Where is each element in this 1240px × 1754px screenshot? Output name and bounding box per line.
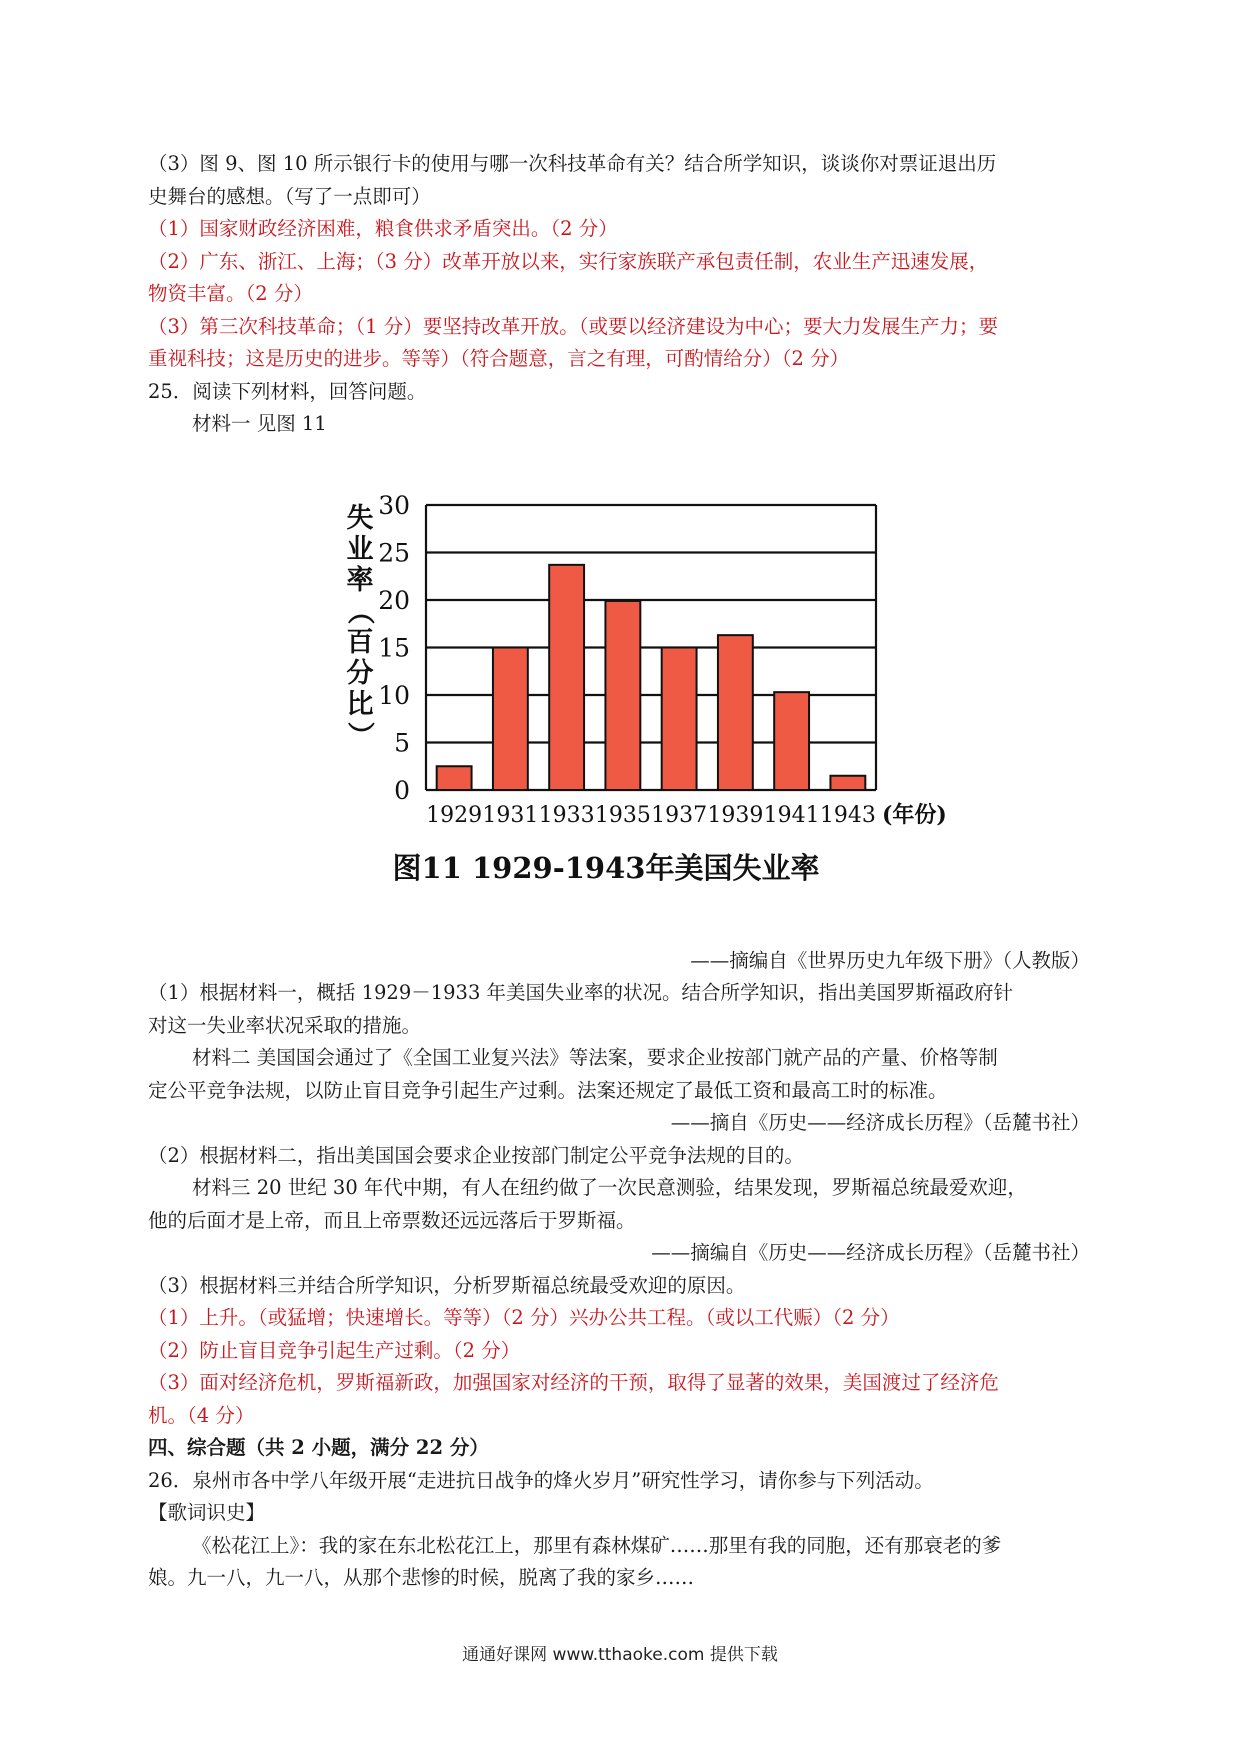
x-tick-label: 1937 (651, 802, 708, 828)
y-label-char: ） (344, 721, 375, 748)
page-content (148, 148, 1098, 1595)
sub-question-2: （2）根据材料二，指出美国国会要求企业按部门制定公平竞争法规的目的。 (148, 1143, 804, 1167)
material-3-line-2: 他的后面才是上帝，而且上帝票数还远远落后于罗斯福。 (148, 1208, 636, 1232)
y-tick-label: 10 (378, 680, 410, 710)
sub-question-1-line-2: 对这一失业率状况采取的措施。 (148, 1013, 422, 1037)
unemployment-bar-chart (248, 445, 948, 945)
lyrics-subheading: 【歌词识史】 (148, 1501, 266, 1524)
bar-1939 (718, 635, 753, 790)
source-3: ——摘编自《历史——经济成长历程》（岳麓书社） (651, 1241, 1090, 1264)
y-tick-label: 20 (378, 585, 410, 615)
y-tick-label: 25 (378, 538, 410, 567)
y-label-char: 失 (346, 502, 374, 534)
lyric-line-2: 娘。九一八，九一八，从那个悲惨的时候，脱离了我的家乡…… (148, 1566, 695, 1589)
y-tick-label: 30 (378, 490, 410, 520)
y-label-char: 率 (346, 564, 374, 596)
x-tick-label: 1941 (763, 802, 820, 828)
lyric-line-1: 《松花江上》：我的家在东北松花江上，那里有森林煤矿……那里有我的同胞，还有那衰老的爹 (192, 1533, 1002, 1557)
material-2-line-2: 定公平竞争法规，以防止盲目竞争引起生产过剩。法案还规定了最低工资和最高工时的标准。 (148, 1078, 948, 1102)
x-tick-label: 1929 (426, 802, 483, 828)
x-tick-label: 1935 (594, 802, 651, 828)
material-2-line-1: 材料二 美国国会通过了《全国工业复兴法》等法案，要求企业按部门就产品的产量、价格等制 (192, 1046, 998, 1069)
section-4-heading: 四、综合题（共 2 小题，满分 22 分） (148, 1436, 489, 1459)
y-label-char: （ (344, 597, 375, 624)
chart-container (148, 445, 1098, 945)
bar-1941 (774, 692, 809, 790)
q3-line-2: 史舞台的感想。（写了一点即可） (148, 184, 431, 208)
y-label-char: 百 (346, 626, 374, 658)
answer-3-line-1: （3）第三次科技革命；（1 分）要坚持改革开放。（或要以经济建设为中心；要大力发展生产力；要 (148, 314, 999, 338)
bar-1931 (493, 647, 528, 790)
y-tick-label: 5 (394, 728, 410, 757)
source-2: ——摘自《历史——经济成长历程》（岳麓书社） (670, 1111, 1090, 1134)
answer-2-line-1: （2）广东、浙江、上海；（3 分）改革开放以来，实行家族联产承包责任制，农业生产迅速发展， (148, 249, 989, 273)
answer-3-line-2: 重视科技；这是历史的进步。等等）（符合题意，言之有理，可酌情给分）（2 分） (148, 347, 850, 370)
material-3-line-1: 材料三 20 世纪 30 年代中期，有人在纽约做了一次民意测验，结果发现，罗斯福总统最爱欢迎， (192, 1176, 1027, 1199)
answer-25-3-line-1: （3）面对经济危机，罗斯福新政，加强国家对经济的干预，取得了显著的效果，美国渡过了经济危 (148, 1371, 999, 1394)
answer-25-3-line-2: 机。（4 分） (148, 1403, 255, 1427)
y-label-char: 业 (346, 533, 374, 565)
bar-1943 (830, 775, 865, 789)
x-tick-label: 1939 (707, 802, 764, 828)
bar-1937 (662, 647, 697, 790)
y-axis-label (344, 503, 375, 749)
y-tick-label: 0 (394, 775, 410, 805)
x-axis-unit: (年份) (882, 801, 947, 828)
answer-25-1: （1）上升。（或猛增；快速增长。等等）（2 分）兴办公共工程。（或以工代赈）（2 分） (148, 1306, 900, 1329)
answer-1: （1）国家财政经济困难，粮食供求矛盾突出。（2 分） (148, 217, 618, 240)
y-tick-label: 15 (378, 633, 410, 662)
answer-2-line-2: 物资丰富。（2 分） (148, 282, 313, 305)
sub-question-3: （3）根据材料三并结合所学知识，分析罗斯福总统最受欢迎的原因。 (148, 1273, 746, 1297)
chart-title: 图11 1929-1943年美国失业率 (392, 850, 820, 885)
source-1: ——摘编自《世界历史九年级下册》（人教版） (690, 948, 1090, 972)
x-tick-label: 1943 (819, 802, 876, 828)
sub-question-1-line-1: （1）根据材料一，概括 1929－1933 年美国失业率的状况。结合所学知识，指出美国罗斯福政府针 (148, 981, 1014, 1004)
x-tick-label: 1931 (482, 802, 539, 828)
bar-1929 (437, 766, 472, 790)
question-26: 26．泉州市各中学八年级开展“走进抗日战争的烽火岁月”研究性学习，请你参与下列活动。 (148, 1468, 934, 1492)
page-footer: 通通好课网 www.tthaoke.com 提供下载 (462, 1645, 778, 1665)
q3-line-1: （3）图 9、图 10 所示银行卡的使用与哪一次科技革命有关？结合所学知识，谈谈你对票证退出历 (148, 152, 997, 175)
bar-1933 (549, 564, 584, 789)
x-tick-label: 1933 (538, 802, 595, 828)
answer-25-2: （2）防止盲目竞争引起生产过剩。（2 分） (148, 1338, 521, 1362)
question-25-title: 25．阅读下列材料，回答问题。 (148, 379, 427, 403)
y-label-char: 比 (346, 688, 374, 720)
y-label-char: 分 (346, 657, 374, 689)
material-1-label: 材料一 见图 11 (192, 412, 327, 435)
bar-1935 (605, 600, 640, 789)
